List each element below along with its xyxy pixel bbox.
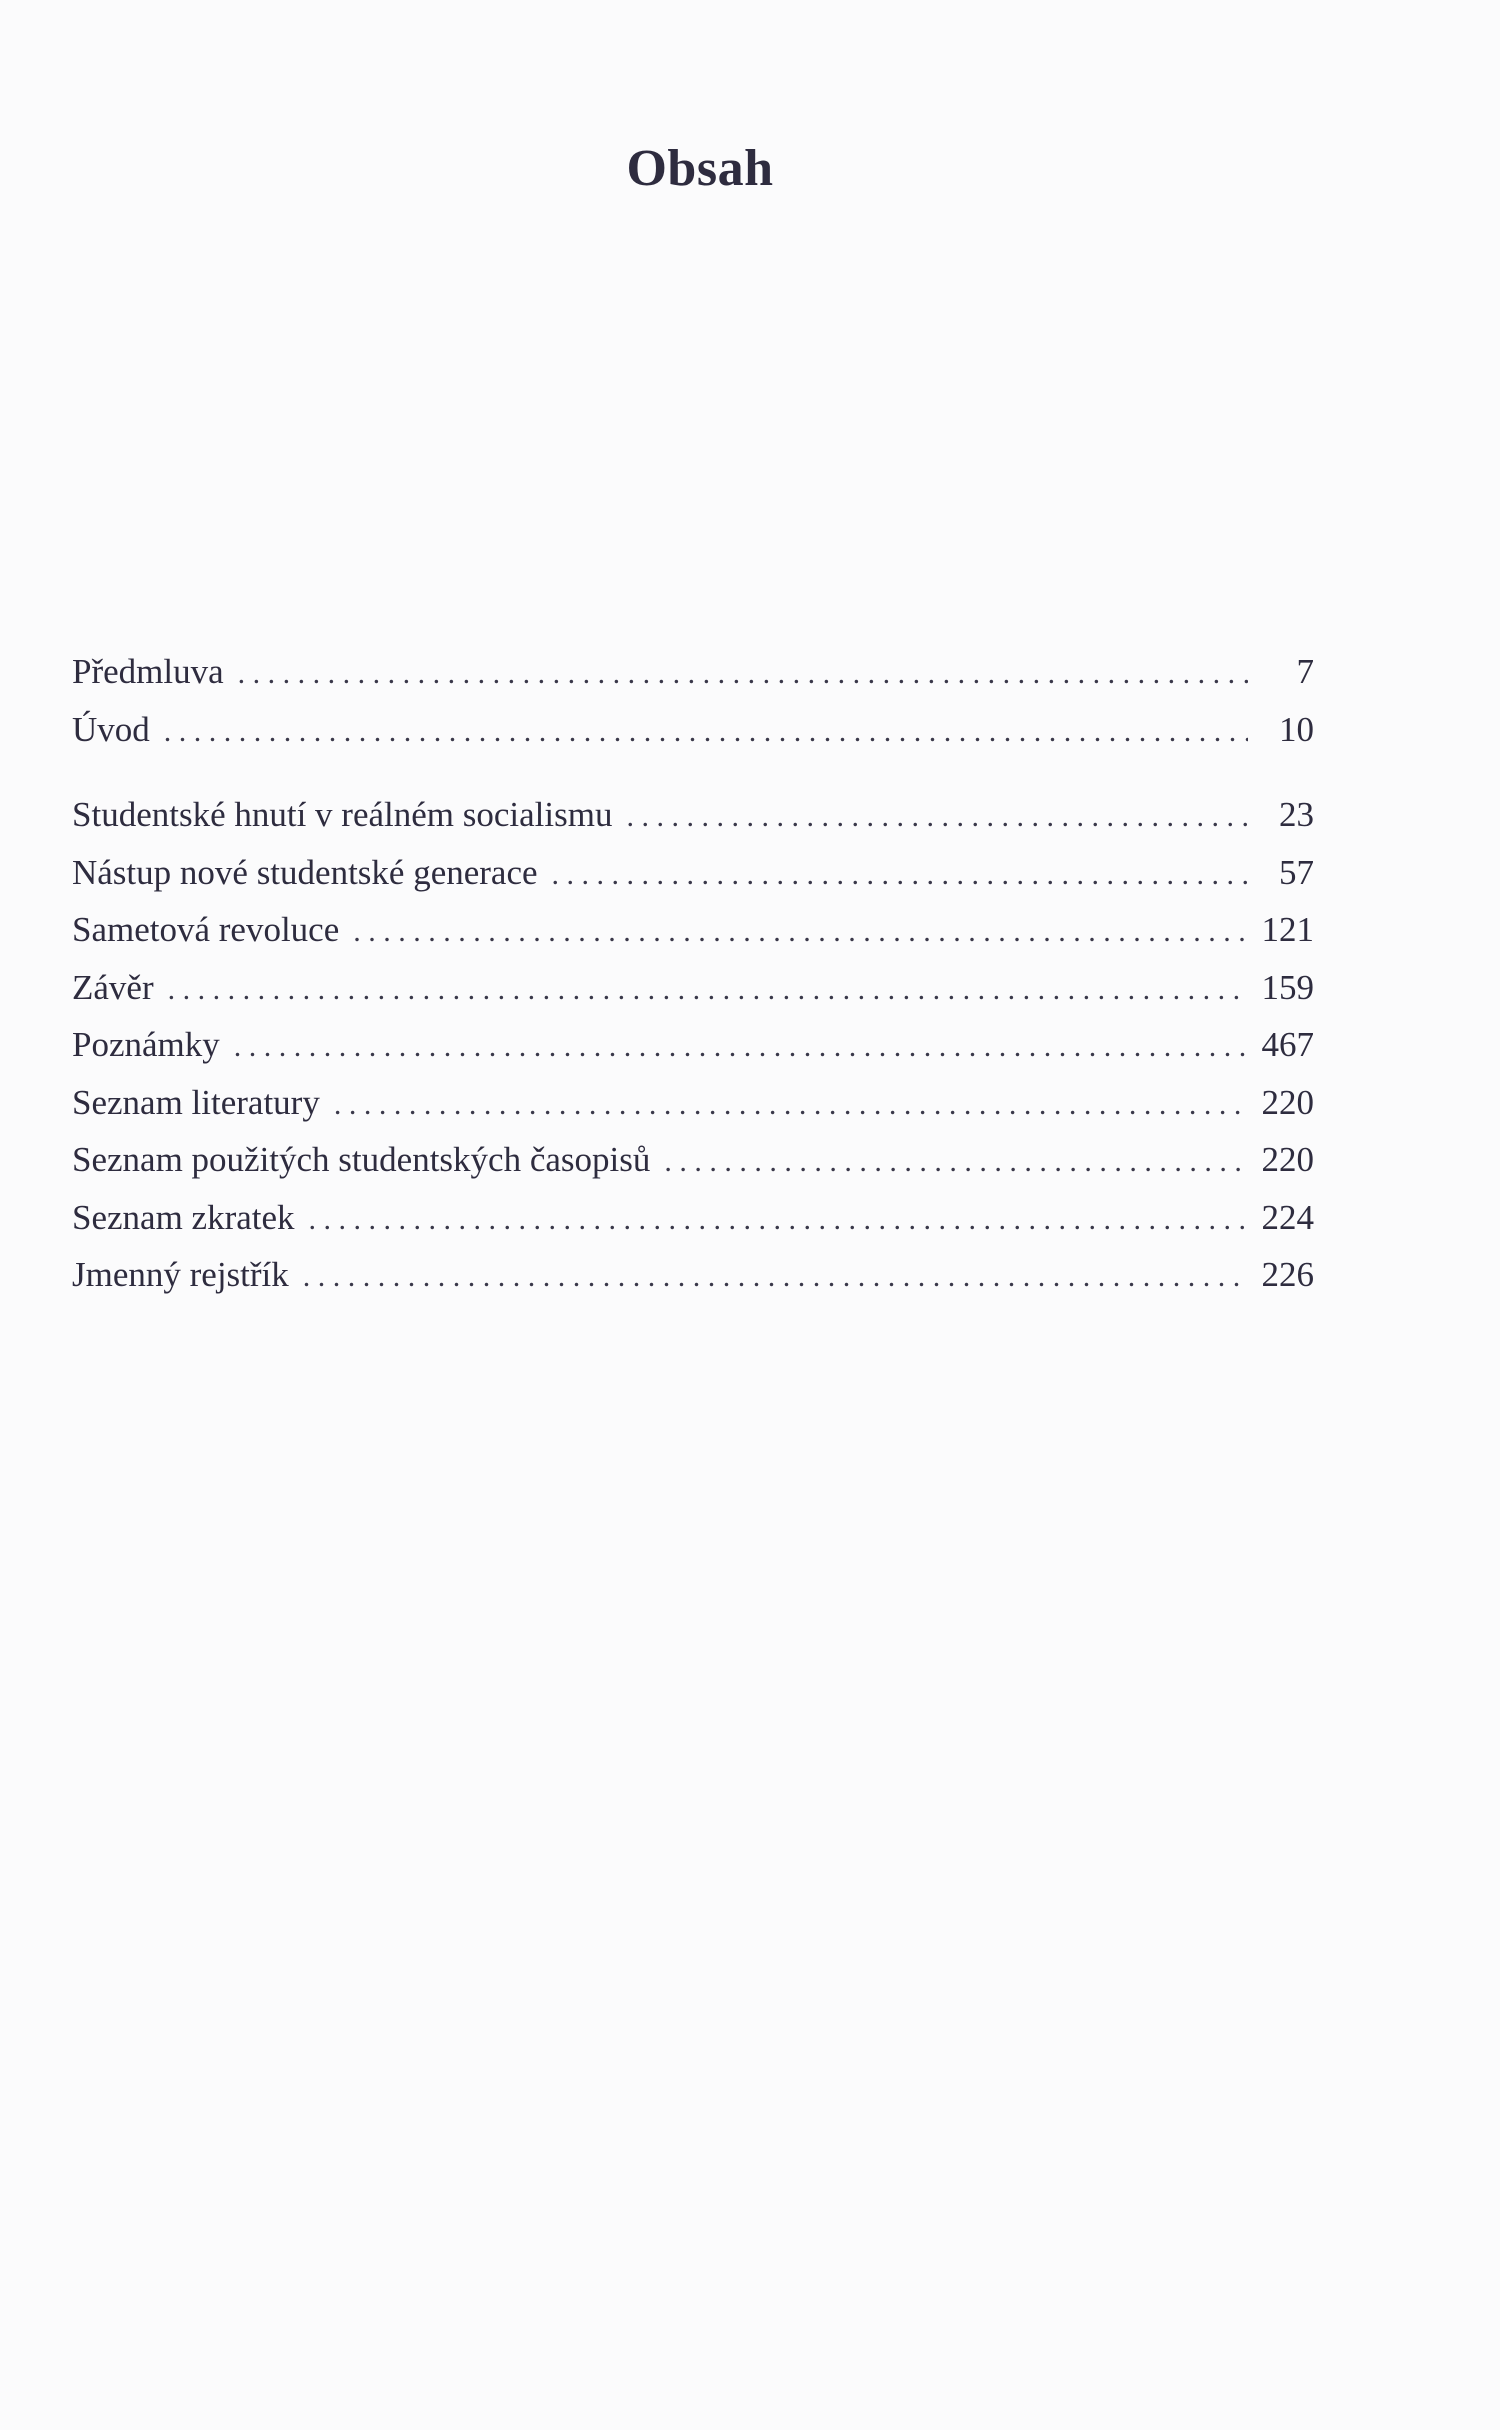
toc-dot-leader <box>552 846 1248 904</box>
toc-dot-leader <box>626 788 1248 846</box>
toc-entry-nastup <box>72 844 1314 902</box>
toc-entry-label: Nástup nové studentské generace <box>72 852 538 892</box>
toc-entry-seznam-literatury <box>72 1074 1314 1132</box>
toc-entry-label: Jmenný rejstřík <box>72 1255 289 1294</box>
toc-entry-label: Závěr <box>72 967 154 1007</box>
toc-page-number: 226 <box>1261 1255 1314 1294</box>
toc-dot-leader <box>664 1133 1248 1191</box>
toc-dot-leader <box>334 1076 1248 1134</box>
toc-entry-seznam-zkratek <box>72 1189 1314 1247</box>
toc-entry-label: Seznam použitých studentských časopisů <box>72 1140 651 1179</box>
toc-entry-predmluva <box>72 643 1314 701</box>
toc-page-number: 224 <box>1261 1197 1314 1237</box>
toc-page-number: 57 <box>1279 852 1314 892</box>
toc-page-number: 23 <box>1279 795 1314 834</box>
toc-page-number: 7 <box>1296 652 1314 691</box>
toc-dot-leader <box>353 903 1248 961</box>
toc-dot-leader <box>164 703 1248 761</box>
toc-entry-sametova-revoluce <box>72 901 1314 959</box>
toc-page-number: 467 <box>1261 1025 1314 1064</box>
toc-entry-uvod <box>72 701 1314 759</box>
toc-entry-label: Předmluva <box>72 652 224 691</box>
toc-entry-poznamky <box>72 1016 1314 1074</box>
toc-dot-leader <box>303 1248 1248 1306</box>
toc-entry-jmenny-rejstrik <box>72 1246 1314 1304</box>
toc-entry-label: Seznam literatury <box>72 1082 320 1122</box>
toc-entry-label: Úvod <box>72 709 150 749</box>
toc-dot-leader <box>309 1191 1248 1249</box>
toc-page-number: 10 <box>1279 709 1314 749</box>
toc-dot-leader <box>168 961 1248 1019</box>
toc-page-number: 121 <box>1261 910 1314 949</box>
toc-page-number: 220 <box>1261 1082 1314 1122</box>
toc-page-number: 220 <box>1261 1140 1314 1179</box>
toc-entry-label: Poznámky <box>72 1025 220 1064</box>
toc-dot-leader <box>238 645 1248 703</box>
toc-entry-label: Sametová revoluce <box>72 910 340 949</box>
toc-entry-studentske-hnuti <box>72 786 1314 844</box>
toc-entry-zaver <box>72 959 1314 1017</box>
toc-entry-seznam-casopisu <box>72 1131 1314 1189</box>
toc-entry-label: Studentské hnutí v reálném socialismu <box>72 795 613 834</box>
toc-page-number: 159 <box>1261 967 1314 1007</box>
table-of-contents <box>72 643 1314 1304</box>
toc-entry-label: Seznam zkratek <box>72 1197 295 1237</box>
toc-dot-leader <box>234 1018 1248 1076</box>
page-title: Obsah <box>626 139 774 197</box>
